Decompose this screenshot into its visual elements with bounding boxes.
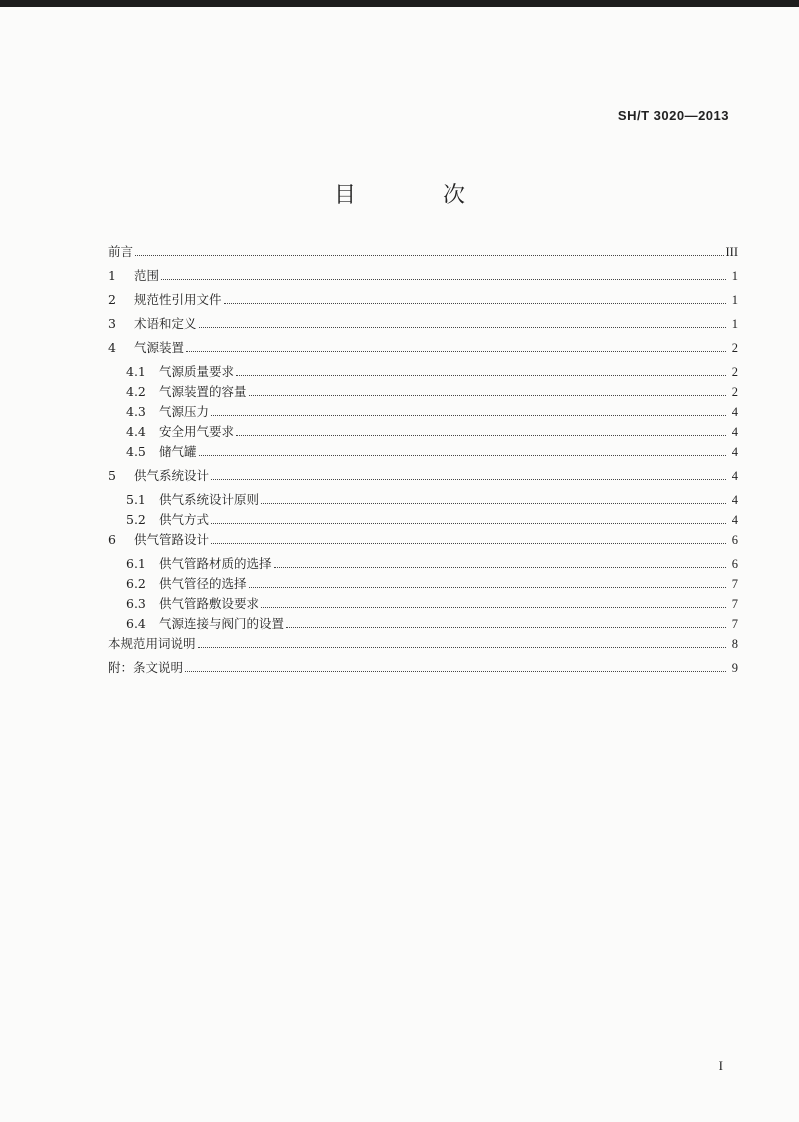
dot-leader [274, 567, 726, 568]
toc-number: 6.1 [126, 556, 146, 571]
toc-page: 1 [731, 293, 738, 307]
toc-title: 供气管路材质的选择 [159, 556, 272, 571]
dot-leader [249, 395, 726, 396]
dot-leader [199, 327, 726, 328]
toc-subentry[interactable] [108, 574, 738, 594]
toc-number: 6.2 [126, 576, 146, 591]
toc-number: 6 [108, 532, 116, 547]
toc-subentry[interactable] [108, 382, 738, 402]
toc-page: 4 [731, 469, 738, 483]
toc-page: III [725, 245, 738, 259]
toc-subentry[interactable] [108, 490, 738, 510]
toc-title: 本规范用词说明 [108, 636, 196, 651]
toc-number: 4.5 [126, 444, 146, 459]
toc-number: 5.2 [126, 512, 146, 527]
toc-number: 5 [108, 468, 116, 483]
toc-title: 气源装置的容量 [159, 384, 247, 399]
toc-page: 1 [731, 317, 738, 331]
toc-page: 4 [731, 513, 738, 527]
toc-entry[interactable] [108, 314, 738, 334]
table-of-contents [108, 242, 738, 678]
toc-title: 规范性引用文件 [134, 292, 222, 307]
toc-number: 2 [108, 292, 116, 307]
dot-leader [199, 455, 726, 456]
toc-page: 2 [731, 365, 738, 379]
toc-number: 4.2 [126, 384, 146, 399]
toc-subentry[interactable] [108, 554, 738, 574]
dot-leader [286, 627, 726, 628]
toc-subentry[interactable] [108, 614, 738, 634]
toc-title: 附：条文说明 [108, 660, 184, 675]
page-number: I [718, 1058, 723, 1073]
toc-page: 7 [731, 597, 738, 611]
toc-title: 供气方式 [159, 512, 210, 527]
dot-leader [236, 375, 726, 376]
toc-title: 供气管径的选择 [159, 576, 247, 591]
toc-number: 4 [108, 340, 116, 355]
toc-number: 3 [108, 316, 116, 331]
toc-page: 6 [731, 557, 738, 571]
toc-page: 2 [731, 341, 738, 355]
toc-entry[interactable] [108, 658, 738, 678]
toc-page: 2 [731, 385, 738, 399]
dot-leader [261, 503, 726, 504]
dot-leader [211, 479, 726, 480]
scan-edge [0, 0, 799, 7]
toc-page: 7 [731, 577, 738, 591]
dot-leader [198, 647, 726, 648]
toc-number: 1 [108, 268, 116, 283]
toc-entry[interactable] [108, 290, 738, 310]
toc-entry[interactable] [108, 338, 738, 358]
toc-title: 供气系统设计原则 [159, 492, 260, 507]
toc-page: 4 [731, 425, 738, 439]
toc-page: 6 [731, 533, 738, 547]
toc-entry[interactable] [108, 242, 738, 262]
toc-entry[interactable] [108, 266, 738, 286]
toc-title: 前言 [108, 244, 134, 259]
toc-page: 4 [731, 493, 738, 507]
toc-subentry[interactable] [108, 594, 738, 614]
toc-number: 4.3 [126, 404, 146, 419]
toc-entry[interactable] [108, 634, 738, 654]
standard-code: SH/T 3020—2013 [617, 108, 729, 123]
page-title: 目 次 [334, 183, 505, 208]
toc-title: 气源质量要求 [159, 364, 235, 379]
toc-number: 6.3 [126, 596, 146, 611]
toc-number: 6.4 [126, 616, 146, 631]
dot-leader [161, 279, 726, 280]
toc-title: 气源装置 [134, 340, 185, 355]
toc-title: 供气管路敷设要求 [159, 596, 260, 611]
toc-subentry[interactable] [108, 510, 738, 530]
toc-subentry[interactable] [108, 442, 738, 462]
dot-leader [224, 303, 726, 304]
dot-leader [249, 587, 726, 588]
dot-leader [185, 671, 726, 672]
toc-title: 范围 [134, 268, 160, 283]
dot-leader [211, 543, 726, 544]
toc-title: 气源连接与阀门的设置 [159, 616, 285, 631]
toc-page: 8 [731, 637, 738, 651]
dot-leader [211, 415, 726, 416]
toc-page: 9 [731, 661, 738, 675]
toc-title: 储气罐 [159, 444, 197, 459]
toc-number: 4.1 [126, 364, 146, 379]
toc-number: 5.1 [126, 492, 146, 507]
dot-leader [261, 607, 726, 608]
toc-title: 供气管路设计 [134, 532, 210, 547]
dot-leader [236, 435, 726, 436]
toc-page: 4 [731, 405, 738, 419]
toc-page: 4 [731, 445, 738, 459]
toc-title: 安全用气要求 [159, 424, 235, 439]
toc-title: 气源压力 [159, 404, 210, 419]
toc-page: 7 [731, 617, 738, 631]
toc-entry[interactable] [108, 466, 738, 486]
toc-subentry[interactable] [108, 422, 738, 442]
toc-entry[interactable] [108, 530, 738, 550]
dot-leader [211, 523, 726, 524]
toc-page: 1 [731, 269, 738, 283]
toc-subentry[interactable] [108, 402, 738, 422]
toc-title: 供气系统设计 [134, 468, 210, 483]
dot-leader [135, 255, 723, 256]
dot-leader [186, 351, 726, 352]
toc-title: 术语和定义 [134, 316, 197, 331]
toc-number: 4.4 [126, 424, 146, 439]
toc-subentry[interactable] [108, 362, 738, 382]
